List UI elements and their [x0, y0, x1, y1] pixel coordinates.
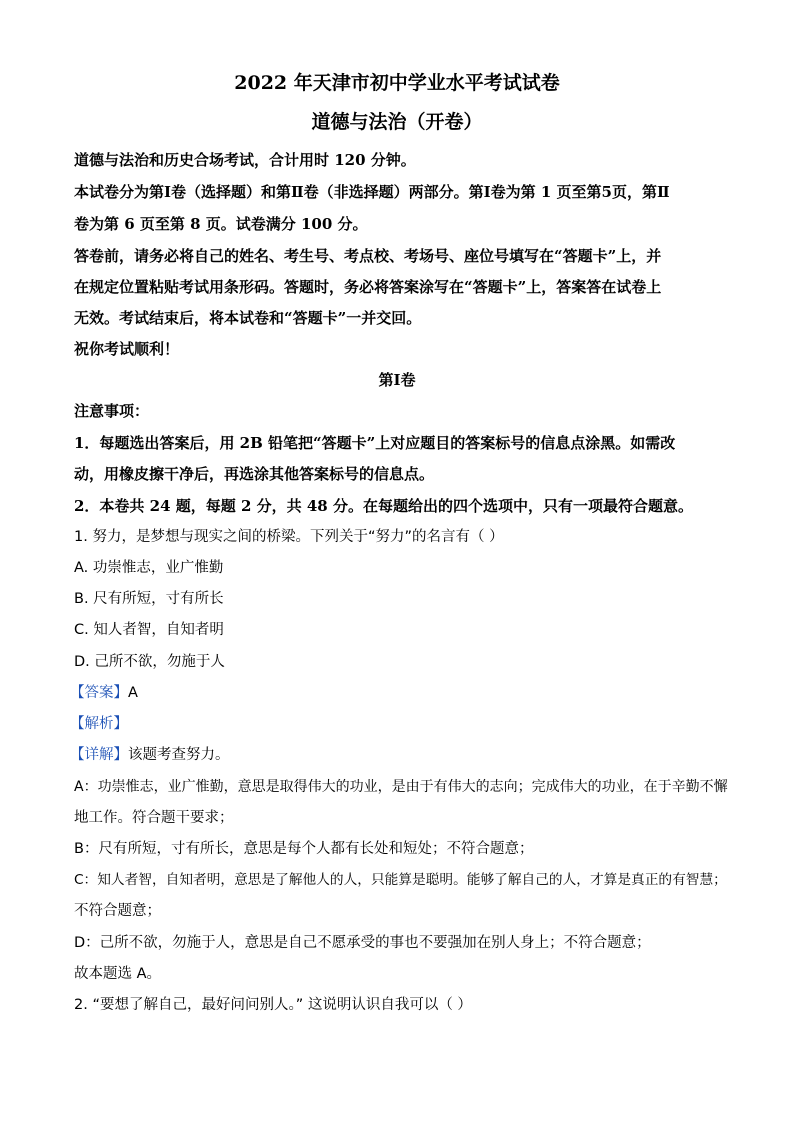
analysis-tag: 【解析】	[70, 716, 128, 732]
detail-tag: 【详解】	[70, 747, 128, 763]
detail-line: 不符合题意；	[74, 903, 161, 919]
detail-line: B：尺有所短，寸有所长，意思是每个人都有长处和短处；不符合题意；	[74, 841, 534, 857]
question-stem: 2. “要想了解自己，最好问问别人。” 这说明认识自我可以（ ）	[74, 997, 472, 1013]
detail-line: C：知人者智，自知者明，意思是了解他人的人，只能算是聪明。能够了解自己的人，才算是真正的有智慧；	[74, 872, 727, 888]
answer-option-d: D. 己所不欲，勿施于人	[74, 654, 225, 670]
answer-line	[70, 683, 138, 703]
section-title: 第Ⅰ卷	[378, 371, 416, 389]
page-title: 2022 年天津市初中学业水平考试试卷	[234, 72, 560, 94]
detail-line: 故本题选 A。	[74, 966, 162, 982]
detail-text: 该题考查努力。	[128, 747, 230, 763]
notice-line: 动，用橡皮擦干净后，再选涂其他答案标号的信息点。	[74, 465, 435, 483]
detail-line: 地工作。符合题干要求；	[74, 810, 234, 826]
detail-line	[70, 745, 230, 765]
answer-option-a: A. 功崇惟志，业广惟勤	[74, 560, 224, 576]
page-subtitle: 道德与法治（开卷）	[311, 111, 483, 133]
instruction-line: 答卷前，请务必将自己的姓名、考生号、考点校、考场号、座位号填写在“答题卡”上，并	[74, 247, 662, 265]
detail-line: D：己所不欲，勿施于人，意思是自己不愿承受的事也不要强加在别人身上；不符合题意；	[74, 935, 651, 951]
instruction-line: 本试卷分为第Ⅰ卷（选择题）和第Ⅱ卷（非选择题）两部分。第Ⅰ卷为第 1 页至第5页，第Ⅱ	[74, 183, 670, 201]
answer-value: A	[128, 685, 138, 701]
instruction-line: 无效。考试结束后，将本试卷和“答题卡”一并交回。	[74, 309, 422, 327]
instruction-line: 卷为第 6 页至第 8 页。试卷满分 100 分。	[74, 215, 368, 233]
question-stem: 1. 努力，是梦想与现实之间的桥梁。下列关于“努力”的名言有（ ）	[74, 529, 504, 545]
answer-tag: 【答案】	[70, 685, 128, 701]
instruction-line: 道德与法治和历史合场考试，合计用时 120 分钟。	[74, 151, 416, 169]
answer-option-c: C. 知人者智，自知者明	[74, 622, 224, 638]
instruction-line: 在规定位置粘贴考试用条形码。答题时，务必将答案涂写在“答题卡”上，答案答在试卷上	[74, 278, 662, 296]
answer-option-b: B. 尺有所短，寸有所长	[74, 591, 224, 607]
notice-heading: 注意事项：	[74, 402, 150, 420]
detail-line: A：功崇惟志，业广惟勤，意思是取得伟大的功业，是由于有伟大的志向；完成伟大的功业，在于辛勤不懈	[74, 779, 728, 795]
notice-line: 2．本卷共 24 题，每题 2 分，共 48 分。在每题给出的四个选项中，只有一项最符合题意。	[74, 497, 693, 515]
notice-line: 1．每题选出答案后，用 2B 铅笔把“答题卡”上对应题目的答案标号的信息点涂黑。如需改	[74, 434, 676, 452]
instruction-line: 祝你考试顺利！	[74, 340, 180, 358]
